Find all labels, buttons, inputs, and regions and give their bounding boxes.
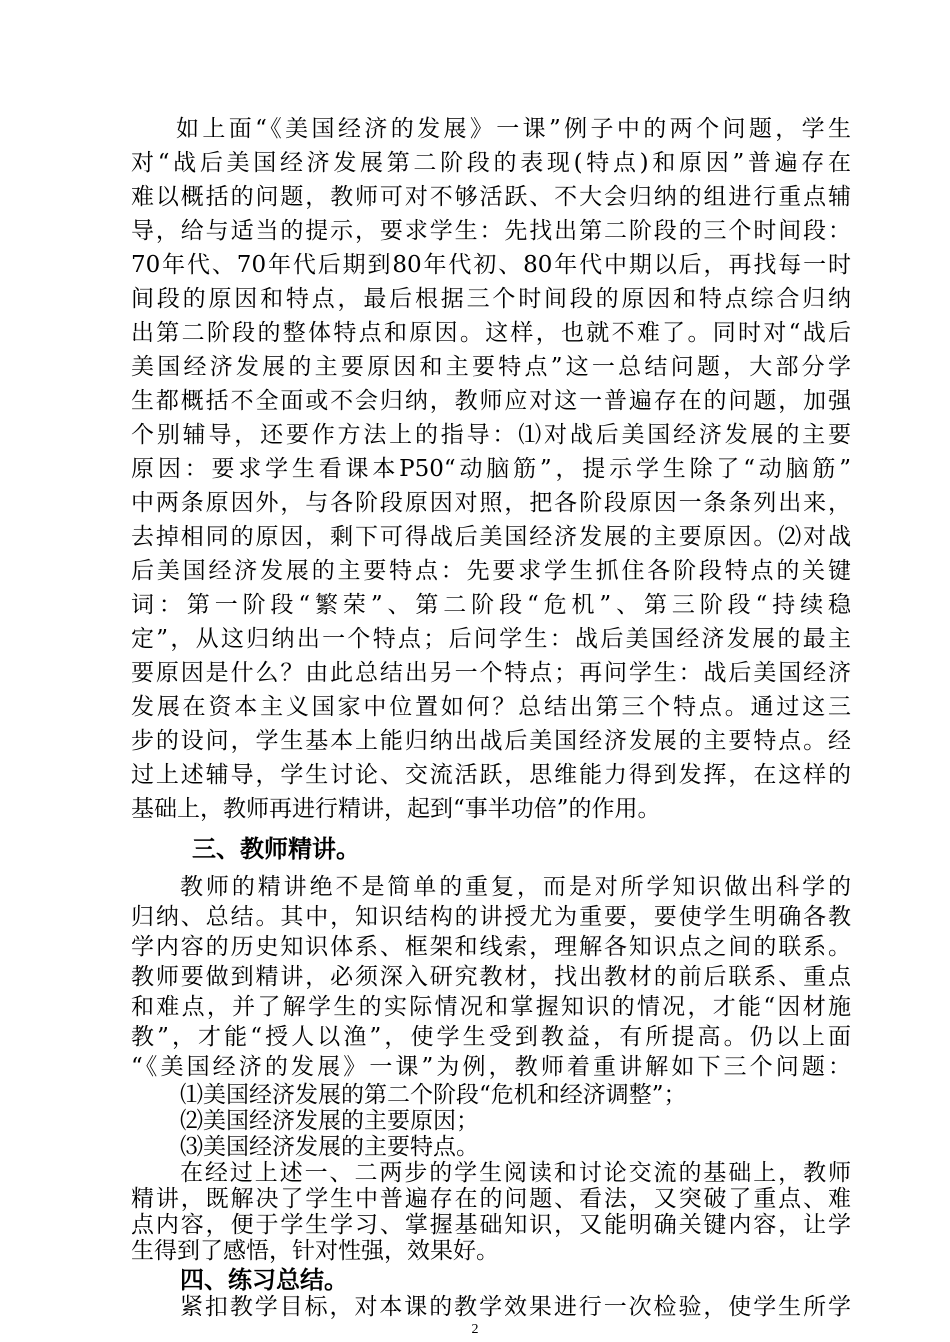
text-line: 去掉相同的原因，剩下可得战后美国经济发展的主要原因。⑵对战	[131, 524, 851, 550]
text-line: 步的设问，学生基本上能归纳出战后美国经济发展的主要特点。经	[131, 728, 851, 754]
text-line: 和难点，并了解学生的实际情况和掌握知识的情况，才能“因材施	[131, 994, 851, 1020]
text-line: 生得到了感悟，针对性强，效果好。	[131, 1238, 499, 1264]
text-line: 词：第一阶段“繁荣”、第二阶段“危机”、第三阶段“持续稳	[131, 592, 851, 618]
text-line: 个别辅导，还要作方法上的指导：⑴对战后美国经济发展的主要	[131, 422, 851, 448]
text-line: 后美国经济发展的主要特点：先要求学生抓住各阶段特点的关键	[131, 558, 851, 584]
text-line: 定”，从这归纳出一个特点；后问学生：战后美国经济发展的最主	[131, 626, 851, 652]
text-line: 学内容的历史知识体系、框架和线索，理解各知识点之间的联系。	[131, 934, 851, 960]
text-line: 在经过上述一、二两步的学生阅读和讨论交流的基础上，教师	[180, 1160, 851, 1186]
section-heading-4: 四、练习总结。	[180, 1265, 348, 1294]
text-line: 精讲，既解决了学生中普遍存在的问题、看法，又突破了重点、难	[131, 1186, 851, 1212]
list-item: ⑶美国经济发展的主要特点。	[180, 1134, 479, 1160]
text-line: 导，给与适当的提示，要求学生：先找出第二阶段的三个时间段：	[131, 218, 851, 244]
text-line: 基础上，教师再进行精讲，起到“事半功倍”的作用。	[131, 796, 661, 822]
text-line: 要原因是什么？由此总结出另一个特点；再问学生：战后美国经济	[131, 660, 851, 686]
text-line: 对“战后美国经济发展第二阶段的表现(特点)和原因”普遍存在	[131, 150, 851, 176]
text-line: 紧扣教学目标，对本课的教学效果进行一次检验，使学生所学	[180, 1294, 851, 1320]
text-line: 过上述辅导，学生讨论、交流活跃，思维能力得到发挥，在这样的	[131, 762, 851, 788]
text-line: 生都概括不全面或不会归纳，教师应对这一普遍存在的问题，加强	[131, 388, 851, 414]
text-line: 中两条原因外，与各阶段原因对照，把各阶段原因一条条列出来，	[131, 490, 851, 516]
section-heading-3: 三、教师精讲。	[192, 834, 360, 863]
text-line: 原因：要求学生看课本P50“动脑筋”，提示学生除了“动脑筋”	[131, 456, 851, 482]
text-line: 难以概括的问题，教师可对不够活跃、不大会归纳的组进行重点辅	[131, 184, 851, 210]
text-line: 间段的原因和特点，最后根据三个时间段的原因和特点综合归纳	[131, 286, 851, 312]
text-line: 70年代、70年代后期到80年代初、80年代中期以后，再找每一时	[131, 252, 851, 278]
list-item: ⑴美国经济发展的第二个阶段“危机和经济调整”；	[180, 1082, 687, 1108]
list-item: ⑵美国经济发展的主要原因；	[180, 1108, 479, 1134]
text-line: 教师的精讲绝不是简单的重复，而是对所学知识做出科学的	[180, 874, 851, 900]
text-line: 教师要做到精讲，必须深入研究教材，找出教材的前后联系、重点	[131, 964, 851, 990]
text-line: 教”，才能“授人以渔”，使学生受到教益，有所提高。仍以上面	[131, 1024, 851, 1050]
text-line: 发展在资本主义国家中位置如何？总结出第三个特点。通过这三	[131, 694, 851, 720]
text-line: “《美国经济的发展》一课”为例，教师着重讲解如下三个问题：	[131, 1054, 851, 1080]
text-line: 美国经济发展的主要原因和主要特点”这一总结问题，大部分学	[131, 354, 851, 380]
text-line: 归纳、总结。其中，知识结构的讲授尤为重要，要使学生明确各教	[131, 904, 851, 930]
text-line: 点内容，便于学生学习、掌握基础知识，又能明确关键内容，让学	[131, 1212, 851, 1238]
text-line: 出第二阶段的整体特点和原因。这样，也就不难了。同时对“战后	[131, 320, 851, 346]
text-line: 如上面“《美国经济的发展》一课”例子中的两个问题，学生	[176, 116, 851, 142]
page-number: 2	[471, 1322, 479, 1337]
